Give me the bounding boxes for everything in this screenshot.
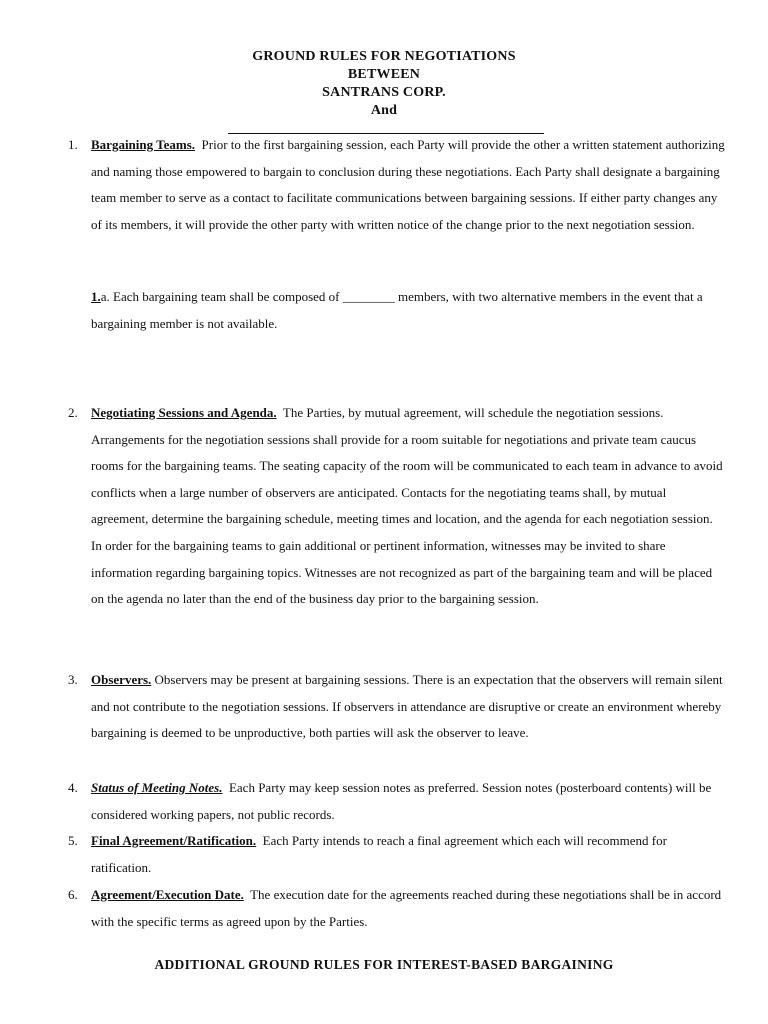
title-line-1: GROUND RULES FOR NEGOTIATIONS <box>252 49 516 64</box>
item-body <box>91 775 725 828</box>
item-text: Each Party intends to reach a final agreement which each will recommend for ratification. <box>91 833 667 875</box>
item-number: 5. <box>68 833 78 848</box>
item-text: Observers may be present at bargaining sessions. There is an expectation that the observers will remain silent and not contribute to the negotiation sessions. If observers in attendance are disruptive or create an environment whereby bargaining is deemed to be unproductive, both parties will ask the observer to leave. <box>91 672 723 741</box>
item-body <box>91 400 725 613</box>
item-number: 4. <box>68 780 78 795</box>
item-heading: Bargaining Teams. <box>91 137 196 152</box>
title-line-4: And <box>370 103 398 118</box>
item-body <box>91 882 725 935</box>
item-heading: Status of Meeting Notes. <box>91 780 223 795</box>
item-body <box>91 828 725 881</box>
title-line-2: BETWEEN <box>347 67 421 82</box>
item-heading: Negotiating Sessions and Agenda. <box>91 405 277 420</box>
title-line-3: SANTRANS CORP. <box>322 85 446 100</box>
item-body <box>91 284 725 337</box>
item-number: 6. <box>68 887 78 902</box>
item-body <box>91 667 725 747</box>
item-heading: Observers. <box>91 672 152 687</box>
item-heading: Final Agreement/Ratification. <box>91 833 257 848</box>
item-number: 1. <box>68 137 78 152</box>
item-body <box>91 132 725 238</box>
item-number: 2. <box>68 405 78 420</box>
document-title <box>0 48 768 120</box>
item-text: Prior to the first bargaining session, each Party will provide the other a written statement authorizing and naming those empowered to bargain to conclusion during these negotiations. Each Party shall designate a bargaining team member to serve as a contact to facilitate communications between bargaining sessions. If either party changes any of its members, it will provide the other party with written notice of the change prior to the next negotiation session. <box>91 137 725 232</box>
item-text: Each Party may keep session notes as preferred. Session notes (posterboard contents) will be considered working papers, not public records. <box>91 780 712 822</box>
item-number: 3. <box>68 672 78 687</box>
item-text: The Parties, by mutual agreement, will schedule the negotiation sessions. Arrangements for the negotiation sessions shall provide for a room suitable for negotiations and private team caucus rooms for the bargaining teams. The seating capacity of the room will be communicated to each team in advance to avoid conflicts when a large number of observers are anticipated. Contacts for the negotiating teams shall, by mutual agreement, determine the bargaining schedule, meeting times and location, and the agenda for each negotiation session. In order for the bargaining teams to gain additional or pertinent information, witnesses may be invited to share information regarding bargaining topics. Witnesses are not recognized as part of the bargaining team and will be placed on the agenda no later than the end of the business day prior to the bargaining session. <box>91 405 723 607</box>
item-heading: Agreement/Execution Date. <box>91 887 244 902</box>
item-text: a. Each bargaining team shall be composed of ________ members, with two alternative members in the event that a bargaining member is not available. <box>91 289 703 331</box>
sub-item-number: 1. <box>91 289 101 304</box>
item-text: The execution date for the agreements reached during these negotiations shall be in accord with the specific terms as agreed upon by the Parties. <box>91 887 722 929</box>
section-heading: ADDITIONAL GROUND RULES FOR INTEREST-BASED BARGAINING <box>154 957 614 972</box>
